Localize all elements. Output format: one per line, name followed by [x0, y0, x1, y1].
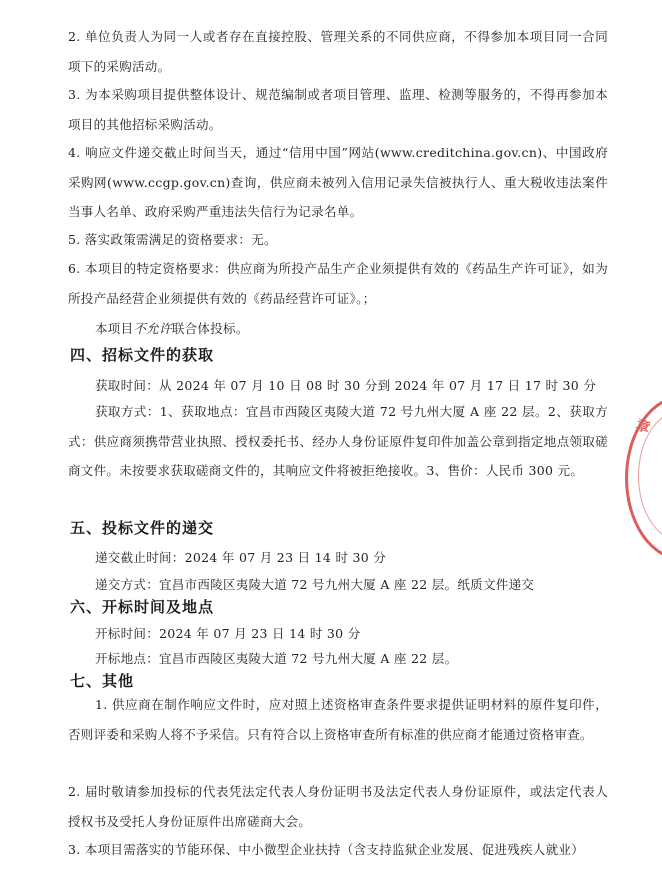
- qualification-item-6: 6. 本项目的特定资格要求：供应商为所投产品生产企业须提供有效的《药品生产许可证》，如为所投产品经营企业须提供有效的《药品经营许可证》。；: [68, 261, 608, 306]
- acquisition-method: 获取方式：1、获取地点：宜昌市西陵区夷陵大道 72 号九州大厦 A 座 22 层。2、获取方式：供应商须携带营业执照、授权委托书、经办人身份证原件复印件加盖公章到指定地点领取磋商文件。未按要求获取磋商文件的，其响应文件将被拒绝接收。3、售价：人民币 300 元。: [68, 404, 608, 478]
- consortium-suffix: 联合体投标。: [171, 321, 249, 336]
- consortium-note: [95, 319, 249, 337]
- section-6-heading: 六、开标时间及地点: [70, 598, 215, 616]
- qualification-item-3: 3. 为本采购项目提供整体设计、规范编制或者项目管理、监理、检测等服务的，不得再参加本项目的其他招标采购活动。: [68, 87, 608, 132]
- other-item-1: 1. 供应商在制作响应文件时，应对照上述资格审查条件要求提供证明材料的原件复印件，否则评委和采购人将不予采信。只有符合以上资格审查所有标准的供应商才能通过资格审查。: [68, 697, 608, 742]
- acquisition-time: 获取时间：从 2024 年 07 月 10 日 08 时 30 分到 2024 年 07 月 17 日 17 时 30 分: [95, 378, 597, 393]
- section-4-heading: 四、招标文件的获取: [70, 346, 215, 364]
- consortium-prefix: 本项目: [95, 321, 134, 336]
- submission-deadline: 递交截止时间：2024 年 07 月 23 日 14 时 30 分: [95, 550, 387, 565]
- qualification-item-5: 5. 落实政策需满足的资格要求：无。: [68, 232, 277, 247]
- section-7-heading: 七、其他: [70, 672, 135, 690]
- submission-method: 递交方式：宜昌市西陵区夷陵大道 72 号九州大厦 A 座 22 层。纸质文件递交: [95, 577, 535, 592]
- official-seal: [625, 395, 662, 561]
- opening-place: 开标地点：宜昌市西陵区夷陵大道 72 号九州大厦 A 座 22 层。: [95, 651, 458, 666]
- opening-time: 开标时间：2024 年 07 月 23 日 14 时 30 分: [95, 626, 361, 641]
- qualification-item-2: 2. 单位负责人为同一人或者存在直接控股、管理关系的不同供应商，不得参加本项目同一合同项下的采购活动。: [68, 29, 608, 74]
- seal-text: 章: [633, 417, 652, 437]
- consortium-not-allowed: 不允许: [133, 321, 172, 336]
- qualification-item-4: 4. 响应文件递交截止时间当天，通过“信用中国”网站(www.creditchina.gov.cn)、中国政府采购网(www.ccgp.gov.cn)查询，供应商未被列入信用记录失信被执行人、重大税收违法案件当事人名单、政府采购严重违法失信行为记录名单。: [68, 145, 608, 219]
- section-5-heading: 五、投标文件的递交: [70, 519, 215, 537]
- other-item-2: 2. 届时敬请参加投标的代表凭法定代表人身份证明书及法定代表人身份证原件，或法定代表人授权书及受托人身份证原件出席磋商大会。: [68, 784, 608, 829]
- other-item-3: 3. 本项目需落实的节能环保、中小微型企业扶持（含支持监狱企业发展、促进残疾人就业）: [68, 842, 585, 857]
